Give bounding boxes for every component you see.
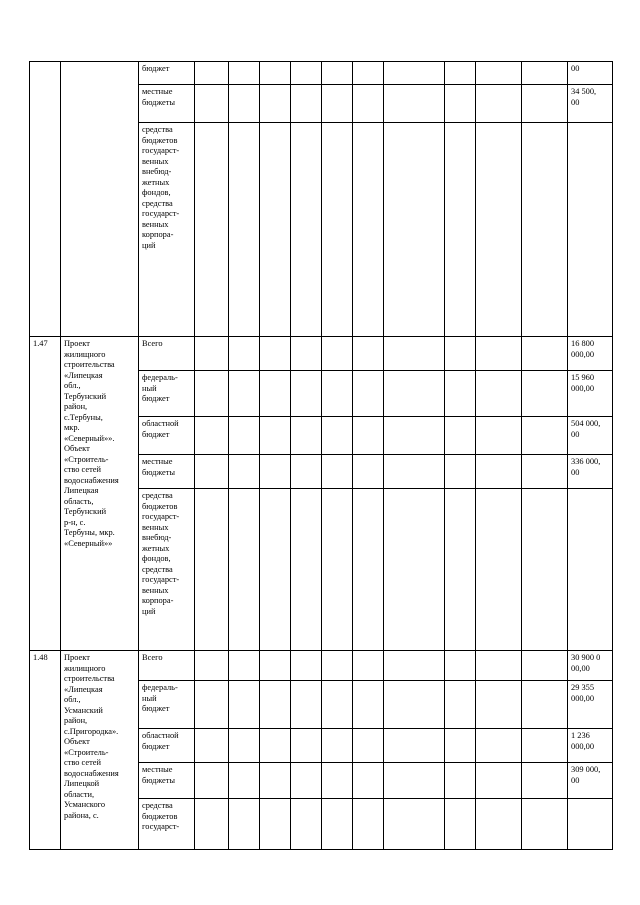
empty-cell xyxy=(322,123,353,337)
empty-cell xyxy=(195,371,229,417)
name-cell: Проект жилищного строительства «Липецкая обл., Усманский район, с.Пригородка». Объект «Строитель- ство сетей водоснабжения Липецкой области, Усманского района, с. xyxy=(61,651,139,850)
empty-cell xyxy=(260,651,291,681)
empty-cell xyxy=(384,417,445,455)
empty-cell xyxy=(291,651,322,681)
empty-cell xyxy=(260,763,291,799)
empty-cell xyxy=(522,729,568,763)
source-cell: областной бюджет xyxy=(139,729,195,763)
amount-cell: 1 236 000,00 xyxy=(568,729,613,763)
empty-cell xyxy=(229,337,260,371)
source-cell: федераль- ный бюджет xyxy=(139,371,195,417)
empty-cell xyxy=(195,763,229,799)
empty-cell xyxy=(353,489,384,651)
empty-cell xyxy=(229,123,260,337)
source-cell: Всего xyxy=(139,337,195,371)
empty-cell xyxy=(445,799,476,850)
empty-cell xyxy=(476,729,522,763)
empty-cell xyxy=(522,417,568,455)
empty-cell xyxy=(291,85,322,123)
empty-cell xyxy=(522,799,568,850)
source-cell: бюджет xyxy=(139,62,195,85)
empty-cell xyxy=(229,371,260,417)
empty-cell xyxy=(229,62,260,85)
empty-cell xyxy=(322,371,353,417)
amount-cell: 16 800 000,00 xyxy=(568,337,613,371)
source-cell: местные бюджеты xyxy=(139,85,195,123)
empty-cell xyxy=(353,455,384,489)
empty-cell xyxy=(522,681,568,729)
empty-cell xyxy=(229,651,260,681)
empty-cell xyxy=(291,62,322,85)
name-cell: Проект жилищного строительства «Липецкая обл., Тербунский район, с.Тербуны, мкр. «Северный»». Объект «Строитель- ство сетей водоснабжения Липецкая область, Тербунский р-н, с. Тербуны, мкр. «Северный»» xyxy=(61,337,139,651)
empty-cell xyxy=(522,651,568,681)
empty-cell xyxy=(229,455,260,489)
source-cell: местные бюджеты xyxy=(139,763,195,799)
empty-cell xyxy=(260,729,291,763)
amount-cell xyxy=(568,123,613,337)
empty-cell xyxy=(445,337,476,371)
amount-cell: 00 xyxy=(568,62,613,85)
table-row xyxy=(30,62,613,85)
empty-cell xyxy=(260,337,291,371)
empty-cell xyxy=(445,455,476,489)
empty-cell xyxy=(476,763,522,799)
empty-cell xyxy=(229,681,260,729)
empty-cell xyxy=(476,651,522,681)
empty-cell xyxy=(522,123,568,337)
source-cell: Всего xyxy=(139,651,195,681)
empty-cell xyxy=(476,62,522,85)
empty-cell xyxy=(322,417,353,455)
empty-cell xyxy=(322,799,353,850)
number-cell: 1.48 xyxy=(30,651,61,850)
empty-cell xyxy=(291,417,322,455)
budget-table xyxy=(29,61,613,850)
empty-cell xyxy=(384,489,445,651)
empty-cell xyxy=(291,123,322,337)
empty-cell xyxy=(353,681,384,729)
empty-cell xyxy=(229,763,260,799)
empty-cell xyxy=(260,681,291,729)
empty-cell xyxy=(260,85,291,123)
empty-cell xyxy=(229,729,260,763)
empty-cell xyxy=(322,651,353,681)
empty-cell xyxy=(260,371,291,417)
empty-cell xyxy=(384,455,445,489)
empty-cell xyxy=(445,371,476,417)
empty-cell xyxy=(322,62,353,85)
empty-cell xyxy=(291,729,322,763)
empty-cell xyxy=(353,62,384,85)
empty-cell xyxy=(353,763,384,799)
empty-cell xyxy=(384,371,445,417)
empty-cell xyxy=(229,85,260,123)
empty-cell xyxy=(476,337,522,371)
empty-cell xyxy=(353,337,384,371)
empty-cell xyxy=(195,729,229,763)
empty-cell xyxy=(384,651,445,681)
empty-cell xyxy=(291,681,322,729)
empty-cell xyxy=(353,123,384,337)
empty-cell xyxy=(195,85,229,123)
empty-cell xyxy=(522,337,568,371)
empty-cell xyxy=(291,799,322,850)
empty-cell xyxy=(445,763,476,799)
empty-cell xyxy=(291,337,322,371)
amount-cell: 34 500, 00 xyxy=(568,85,613,123)
empty-cell xyxy=(195,62,229,85)
empty-cell xyxy=(195,489,229,651)
empty-cell xyxy=(195,337,229,371)
amount-cell: 29 355 000,00 xyxy=(568,681,613,729)
empty-cell xyxy=(260,455,291,489)
empty-cell xyxy=(322,337,353,371)
empty-cell xyxy=(195,417,229,455)
empty-cell xyxy=(476,371,522,417)
empty-cell xyxy=(229,417,260,455)
empty-cell xyxy=(353,651,384,681)
empty-cell xyxy=(322,85,353,123)
empty-cell xyxy=(445,489,476,651)
empty-cell xyxy=(384,85,445,123)
empty-cell xyxy=(384,799,445,850)
empty-cell xyxy=(260,799,291,850)
amount-cell: 504 000, 00 xyxy=(568,417,613,455)
empty-cell xyxy=(322,455,353,489)
amount-cell xyxy=(568,489,613,651)
name-cell xyxy=(61,62,139,337)
empty-cell xyxy=(476,417,522,455)
number-cell: 1.47 xyxy=(30,337,61,651)
empty-cell xyxy=(384,681,445,729)
empty-cell xyxy=(195,681,229,729)
empty-cell xyxy=(445,417,476,455)
empty-cell xyxy=(195,123,229,337)
amount-cell: 336 000, 00 xyxy=(568,455,613,489)
empty-cell xyxy=(229,799,260,850)
empty-cell xyxy=(445,123,476,337)
empty-cell xyxy=(260,417,291,455)
empty-cell xyxy=(476,123,522,337)
empty-cell xyxy=(384,123,445,337)
table-row xyxy=(30,651,613,681)
empty-cell xyxy=(353,417,384,455)
empty-cell xyxy=(322,681,353,729)
empty-cell xyxy=(291,763,322,799)
source-cell: средства бюджетов государст- венных внебюд- жетных фондов, средства государст- венных корпора- ций xyxy=(139,123,195,337)
source-cell: средства бюджетов государст- венных внебюд- жетных фондов, средства государст- венных корпора- ций xyxy=(139,489,195,651)
empty-cell xyxy=(260,62,291,85)
empty-cell xyxy=(353,85,384,123)
empty-cell xyxy=(476,489,522,651)
empty-cell xyxy=(322,763,353,799)
number-cell xyxy=(30,62,61,337)
empty-cell xyxy=(353,729,384,763)
amount-cell: 30 900 0 00,00 xyxy=(568,651,613,681)
source-cell: местные бюджеты xyxy=(139,455,195,489)
amount-cell xyxy=(568,799,613,850)
empty-cell xyxy=(384,763,445,799)
source-cell: федераль- ный бюджет xyxy=(139,681,195,729)
empty-cell xyxy=(476,681,522,729)
source-cell: средства бюджетов государст- xyxy=(139,799,195,850)
empty-cell xyxy=(291,489,322,651)
empty-cell xyxy=(291,371,322,417)
empty-cell xyxy=(384,62,445,85)
empty-cell xyxy=(353,371,384,417)
empty-cell xyxy=(384,729,445,763)
empty-cell xyxy=(291,455,322,489)
empty-cell xyxy=(445,681,476,729)
empty-cell xyxy=(445,62,476,85)
amount-cell: 15 960 000,00 xyxy=(568,371,613,417)
empty-cell xyxy=(322,489,353,651)
amount-cell: 309 000, 00 xyxy=(568,763,613,799)
source-cell: областной бюджет xyxy=(139,417,195,455)
empty-cell xyxy=(522,62,568,85)
empty-cell xyxy=(522,763,568,799)
empty-cell xyxy=(195,799,229,850)
empty-cell xyxy=(445,651,476,681)
empty-cell xyxy=(445,85,476,123)
empty-cell xyxy=(195,455,229,489)
empty-cell xyxy=(476,85,522,123)
empty-cell xyxy=(384,337,445,371)
empty-cell xyxy=(476,799,522,850)
empty-cell xyxy=(353,799,384,850)
empty-cell xyxy=(260,489,291,651)
empty-cell xyxy=(229,489,260,651)
empty-cell xyxy=(445,729,476,763)
empty-cell xyxy=(260,123,291,337)
empty-cell xyxy=(195,651,229,681)
empty-cell xyxy=(476,455,522,489)
empty-cell xyxy=(522,85,568,123)
table-row xyxy=(30,337,613,371)
empty-cell xyxy=(322,729,353,763)
empty-cell xyxy=(522,371,568,417)
empty-cell xyxy=(522,489,568,651)
empty-cell xyxy=(522,455,568,489)
